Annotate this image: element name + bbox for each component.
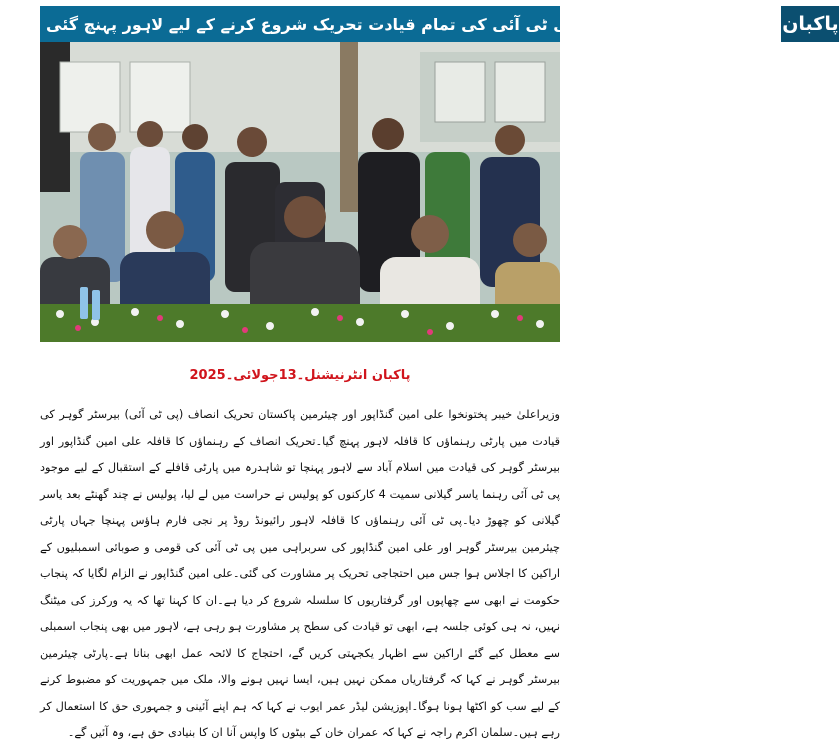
headline: علی امین گنڈاپور سمیت پی ٹی آئی کی تمام قیادت تحریک شروع کرنے کے لیے لاہور پہنچ گئی [46, 14, 774, 34]
brand-logo: پاکبان [779, 6, 839, 42]
article-body: وزیراعلیٰ خیبر پختونخوا علی امین گنڈاپور اور چیئرمین پاکستان تحریک انصاف (پی ٹی آئی) بیرسٹر گوہر کی قیادت میں پارٹی رہنماؤں کا قافلہ لاہور پہنچ گیا۔تحریک انصاف کے رہنماؤں کا قافلہ علی امین گنڈاپور اور بیرسٹر گوہر کی قیادت میں اسلام آباد سے لاہور پہنچا تو شاہدرہ میں پارٹی قافلے کے استقبال کے لیے موجود پی ٹی آئی رہنما یاسر گیلانی سمیت 4 کارکنوں کو پولیس نے حراست میں لے لیا، پولیس نے چند گھنٹے بعد یاسر گیلانی کو چھوڑ دیا۔پی ٹی آئی رہنماؤں کا قافلہ لاہور رائیونڈ روڈ پر نجی فارم ہاؤس پہنچا جہاں پارٹی چیئرمین بیرسٹر گوہر اور علی امین گنڈاپور کی سربراہی میں پی ٹی آئی کی قومی و صوبائی اسمبلیوں کے اراکین کا اجلاس ہوا جس میں احتجاجی تحریک پر مشاورت کی گئی۔علی امین گنڈاپور نے الزام لگایا کہ پنجاب حکومت نے ابھی سے چھاپوں اور گرفتاریوں کا سلسلہ شروع کر دیا ہے۔ان کا کہنا تھا کہ یہ ورکرز کی میٹنگ نہیں، نہ ہی کوئی جلسہ ہے، ابھی تو قیادت کی سطح پر مشاورت ہو رہی ہے، لاہور میں بھی پنجاب اسمبلی سے معطل کیے گئے اراکین سے اظہار یکجہتی کریں گے، احتجاج کا لائحہ عمل ابھی بنانا ہے۔پارٹی چیئرمین بیرسٹر گوہر نے کہا کہ گرفتاریاں ممکن نہیں ہیں، ایسا نہیں ہونے والا، ملک میں جمہوریت کو مضبوط کرنے کے لیے سب کو اکٹھا ہونا ہوگا۔اپوزیشن لیڈر عمر ایوب نے کہا کہ ہم اپنے آئینی و جمہوری حق کا استعمال کر رہے ہیں۔سلمان اکرم راجہ نے کہا کہ عمران خان کے بیٹوں کا واپس آنا ان کا بنیادی حق ہے، وہ آئیں گے۔ [40, 408, 560, 739]
group-photo-image [40, 42, 560, 342]
news-header-bar [40, 6, 839, 42]
dateline: پاکبان انٹرنیشنل۔13جولائی۔2025 [189, 368, 411, 383]
